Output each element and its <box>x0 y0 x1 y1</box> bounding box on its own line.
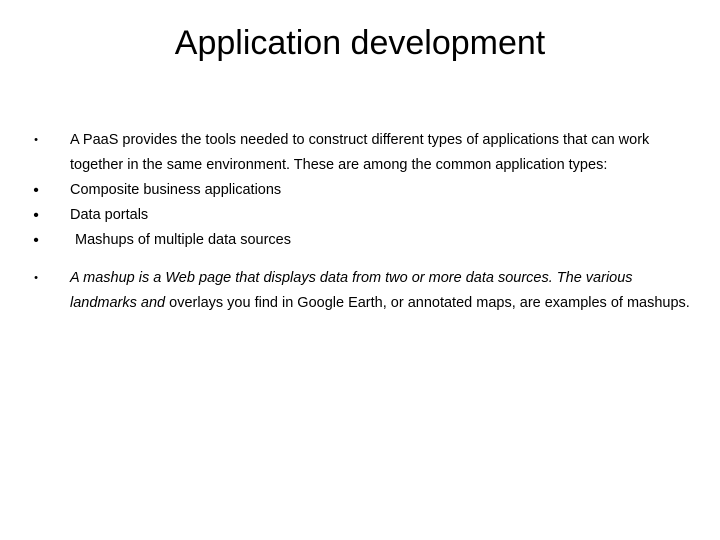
bullet-dot-icon: • <box>34 272 38 284</box>
slide-title: Application development <box>174 24 546 62</box>
bullet-mashups <box>30 228 690 253</box>
bullet-text: Data portals <box>70 207 149 223</box>
bullet-dot-icon: • <box>33 232 39 249</box>
bullet-text: A PaaS provides the tools needed to construct different types of applications that can work together in the same environment. These are among the common application types: <box>70 132 650 173</box>
bullet-list <box>30 128 690 316</box>
bullet-dot-icon: • <box>33 207 39 224</box>
bullet-dot-icon: • <box>33 182 39 199</box>
bullet-text: Mashups of multiple data sources <box>75 232 291 248</box>
bullet-dot-icon: • <box>34 134 38 146</box>
bullet-text-italic: A mashup is a Web page that displays data from two or more data sources. The various landmarks and <box>70 270 633 311</box>
bullet-text: Composite business applications <box>70 182 282 198</box>
bullet-composite-apps <box>30 178 690 203</box>
bullet-text-regular: overlays you find in Google Earth, or annotated maps, are examples of mashups. <box>165 295 690 311</box>
bullet-mashup-definition <box>30 266 690 316</box>
bullet-data-portals <box>30 203 690 228</box>
bullet-paas-intro <box>30 128 690 178</box>
